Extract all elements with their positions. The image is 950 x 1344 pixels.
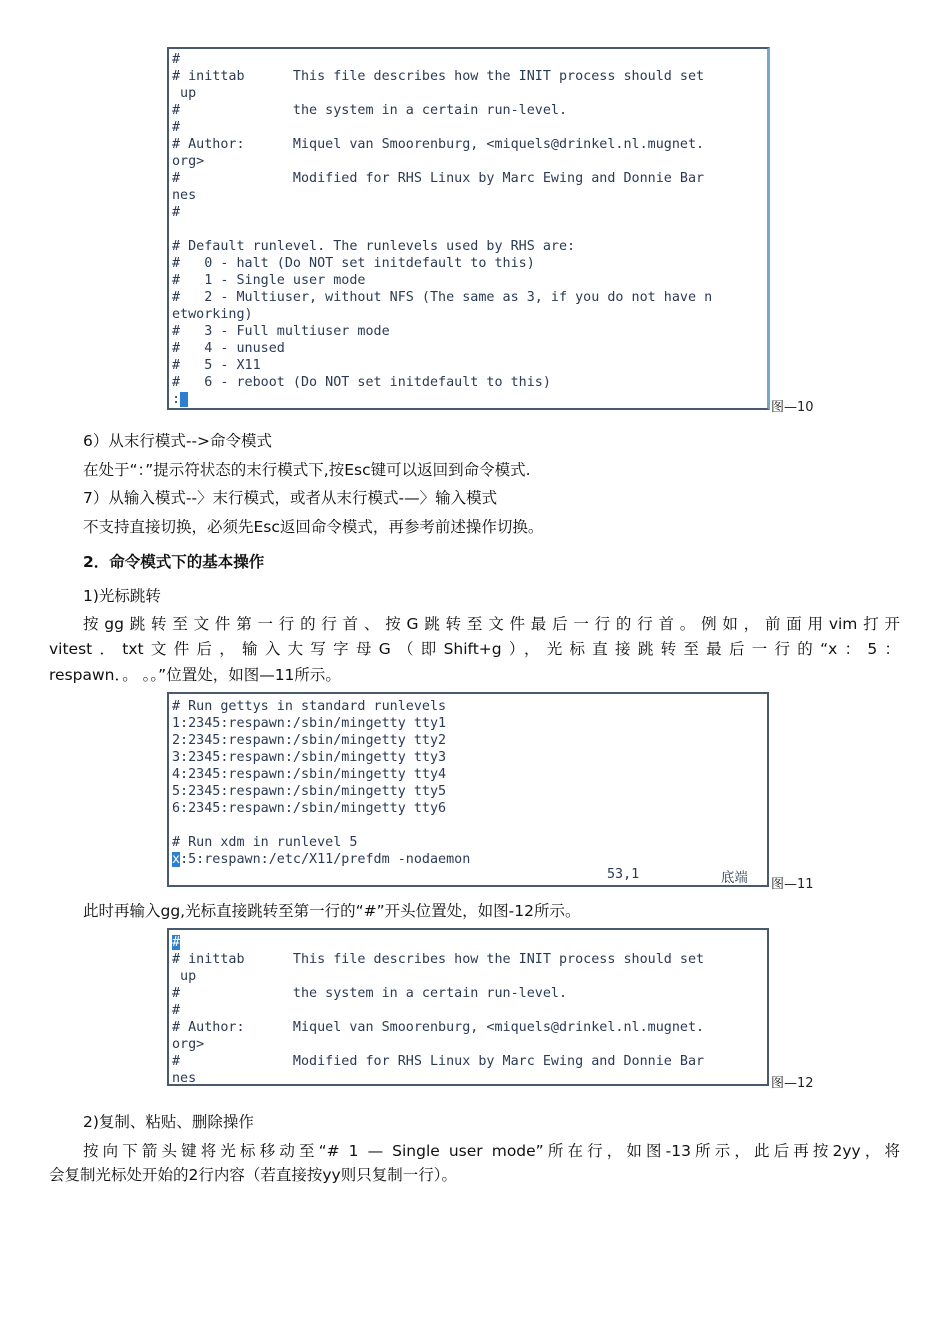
terminal-line: nes [172, 1071, 197, 1086]
terminal-line: 1:2345:respawn:/sbin/mingetty tty1 [172, 716, 447, 731]
terminal-line: 5:2345:respawn:/sbin/mingetty tty5 [172, 784, 447, 799]
step-7-title: 7）从输入模式--〉末行模式，或者从末行模式-—〉输入模式 [83, 489, 498, 507]
terminal-line: # Run gettys in standard runlevels [172, 699, 447, 714]
figure-11-terminal [167, 692, 769, 887]
figure-10-text [169, 49, 767, 408]
subsection-2-heading: 2)复制、粘贴、删除操作 [83, 1113, 254, 1131]
text-cursor [180, 392, 188, 407]
figure-11-caption: 图—11 [771, 877, 814, 892]
terminal-line: # Author: Miquel van Smoorenburg, <miquels@drinkel.nl.mugnet. [172, 1020, 705, 1035]
paragraph-line: 按gg跳转至文件第一行的行首、按G跳转至文件最后一行的行首。例如，前面用vim打开 [83, 615, 900, 633]
text-cursor: # [172, 935, 181, 950]
figure-12-caption: 图—12 [771, 1076, 814, 1091]
terminal-line: org> [172, 154, 205, 169]
terminal-line: 2:2345:respawn:/sbin/mingetty tty2 [172, 733, 447, 748]
terminal-line: # Modified for RHS Linux by Marc Ewing and Donnie Bar [172, 171, 705, 186]
section-2-heading: 2．命令模式下的基本操作 [83, 553, 265, 571]
paragraph-line: 按向下箭头键将光标移动至“# 1 — Single user mode”所在行，如图-13所示，此后再按2yy，将 [83, 1142, 900, 1160]
terminal-line: # Author: Miquel van Smoorenburg, <miquels@drinkel.nl.mugnet. [172, 137, 705, 152]
terminal-line: 3:2345:respawn:/sbin/mingetty tty3 [172, 750, 447, 765]
terminal-line: up [172, 969, 197, 984]
paragraph-line: vitest．txt文件后，输入大写字母G（即Shift+g），光标直接跳转至最后一行的“x：5： [49, 640, 900, 658]
terminal-line [172, 221, 767, 238]
terminal-line: # 6 - reboot (Do NOT set initdefault to this) [172, 375, 551, 390]
terminal-line: etworking) [172, 307, 253, 322]
terminal-line: nes [172, 188, 197, 203]
terminal-line: 4:2345:respawn:/sbin/mingetty tty4 [172, 767, 447, 782]
terminal-line: # inittab This file describes how the INIT process should set [172, 952, 705, 967]
terminal-line: # 1 - Single user mode [172, 273, 366, 288]
terminal-line: # 0 - halt (Do NOT set initdefault to this) [172, 256, 535, 271]
terminal-line: # Run xdm in runlevel 5 [172, 835, 358, 850]
terminal-line: # Modified for RHS Linux by Marc Ewing and Donnie Bar [172, 1054, 705, 1069]
paragraph-line: respawn．。 。。”位置处，如图—11所示。 [49, 666, 341, 684]
terminal-line: # the system in a certain run-level. [172, 103, 568, 118]
terminal-line: # 3 - Full multiuser mode [172, 324, 390, 339]
terminal-line: 6:2345:respawn:/sbin/mingetty tty6 [172, 801, 447, 816]
paragraph-line: 会复制光标处开始的2行内容（若直接按yy则只复制一行）。 [49, 1166, 457, 1184]
figure-10-terminal [167, 47, 770, 410]
terminal-line: # inittab This file describes how the INIT process should set [172, 69, 705, 84]
figure-12-terminal [167, 928, 769, 1086]
terminal-line: # [172, 1003, 181, 1018]
terminal-line: # [172, 120, 181, 135]
terminal-line: # Default runlevel. The runlevels used by RHS are: [172, 239, 576, 254]
terminal-line: # 4 - unused [172, 341, 285, 356]
terminal-line: # 2 - Multiuser, without NFS (The same as 3, if you do not have n [172, 290, 713, 305]
terminal-line: org> [172, 1037, 205, 1052]
figure-11-text [169, 694, 767, 868]
subsection-1-heading: 1)光标跳转 [83, 587, 161, 605]
cursor-line [172, 934, 767, 951]
figure-12-text [169, 930, 767, 1086]
step-6-body: 在处于“：”提示符状态的末行模式下,按Esc键可以返回到命令模式. [83, 461, 531, 479]
cursor-position: 53,1 [607, 867, 640, 882]
terminal-line [172, 817, 767, 834]
step-7-body: 不支持直接切换，必须先Esc返回命令模式，再参考前述操作切换。 [83, 518, 544, 536]
scroll-position: 底端 [721, 871, 748, 886]
cursor-line: x:5:respawn:/etc/X11/prefdm -nodaemon [172, 852, 471, 867]
figure-10-caption: 图—10 [771, 400, 814, 415]
terminal-line: # 5 - X11 [172, 358, 261, 373]
step-6-title: 6）从末行模式-->命令模式 [83, 432, 273, 450]
command-prompt[interactable]: : [172, 391, 767, 408]
terminal-line: # the system in a certain run-level. [172, 986, 568, 1001]
text-cursor: x [172, 852, 181, 867]
terminal-line: # [172, 205, 181, 220]
terminal-line: up [172, 86, 197, 101]
terminal-line: # [172, 52, 181, 67]
paragraph-gg: 此时再输入gg,光标直接跳转至第一行的“#”开头位置处，如图-12所示。 [83, 902, 581, 920]
